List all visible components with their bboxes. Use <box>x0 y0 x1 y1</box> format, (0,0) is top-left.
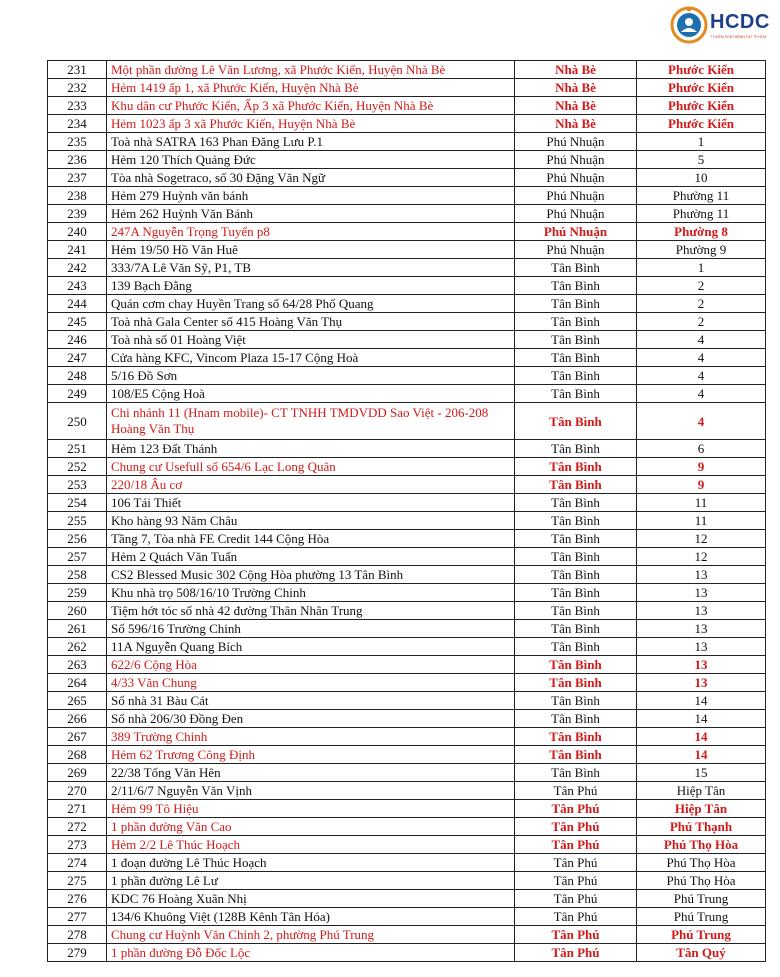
address-cell: Cửa hàng KFC, Vincom Plaza 15-17 Cộng Hoà <box>107 349 515 367</box>
row-number: 250 <box>48 403 107 440</box>
district-cell: Tân Bình <box>515 638 637 656</box>
address-cell: 1 đoạn đường Lê Thúc Hoạch <box>107 854 515 872</box>
row-number: 235 <box>48 133 107 151</box>
table-row <box>48 710 766 728</box>
table-row <box>48 926 766 944</box>
ward-cell: 13 <box>637 674 766 692</box>
address-cell: Chung cư Huỳnh Văn Chỉnh 2, phường Phú Trung <box>107 926 515 944</box>
row-number: 270 <box>48 782 107 800</box>
address-cell: Toà nhà số 01 Hoàng Việt <box>107 331 515 349</box>
table-row <box>48 854 766 872</box>
ward-cell: 11 <box>637 512 766 530</box>
ward-cell: 1 <box>637 133 766 151</box>
address-cell: Toà nhà SATRA 163 Phan Đăng Lưu P.1 <box>107 133 515 151</box>
table-row <box>48 530 766 548</box>
table-row <box>48 385 766 403</box>
hcdc-emblem-icon <box>670 5 708 45</box>
row-number: 266 <box>48 710 107 728</box>
table-row <box>48 440 766 458</box>
row-number: 255 <box>48 512 107 530</box>
district-cell: Tân Bình <box>515 566 637 584</box>
address-cell: 2/11/6/7 Nguyễn Văn Vịnh <box>107 782 515 800</box>
address-cell: 5/16 Đồ Sơn <box>107 367 515 385</box>
ward-cell: 12 <box>637 530 766 548</box>
district-cell: Tân Bình <box>515 764 637 782</box>
ward-cell: Phường 8 <box>637 223 766 241</box>
row-number: 269 <box>48 764 107 782</box>
row-number: 245 <box>48 313 107 331</box>
district-cell: Tân Bình <box>515 440 637 458</box>
row-number: 274 <box>48 854 107 872</box>
table-row <box>48 512 766 530</box>
address-cell: Tòa nhà Sogetraco, số 30 Đặng Văn Ngữ <box>107 169 515 187</box>
table-row <box>48 241 766 259</box>
table-row <box>48 476 766 494</box>
district-cell: Tân Bình <box>515 548 637 566</box>
address-cell: 333/7A Lê Văn Sỹ, P1, TB <box>107 259 515 277</box>
row-number: 257 <box>48 548 107 566</box>
table-row <box>48 115 766 133</box>
row-number: 241 <box>48 241 107 259</box>
ward-cell: 4 <box>637 403 766 440</box>
address-cell: 220/18 Âu cơ <box>107 476 515 494</box>
ward-cell: 13 <box>637 566 766 584</box>
row-number: 233 <box>48 97 107 115</box>
district-cell: Phú Nhuận <box>515 241 637 259</box>
ward-cell: Phước Kiển <box>637 115 766 133</box>
row-number: 272 <box>48 818 107 836</box>
district-cell: Tân Bình <box>515 403 637 440</box>
address-cell: 11A Nguyễn Quang Bích <box>107 638 515 656</box>
row-number: 268 <box>48 746 107 764</box>
row-number: 278 <box>48 926 107 944</box>
address-cell: 622/6 Cộng Hòa <box>107 656 515 674</box>
address-cell: Hẻm 123 Đất Thánh <box>107 440 515 458</box>
district-cell: Phú Nhuận <box>515 133 637 151</box>
row-number: 234 <box>48 115 107 133</box>
table-row <box>48 782 766 800</box>
row-number: 275 <box>48 872 107 890</box>
address-cell: Toà nhà Gala Center số 415 Hoàng Văn Thụ <box>107 313 515 331</box>
district-cell: Tân Bình <box>515 259 637 277</box>
row-number: 261 <box>48 620 107 638</box>
row-number: 264 <box>48 674 107 692</box>
district-cell: Tân Bình <box>515 277 637 295</box>
ward-cell: Hiệp Tân <box>637 800 766 818</box>
address-cell: Kho hàng 93 Năm Châu <box>107 512 515 530</box>
district-cell: Tân Bình <box>515 367 637 385</box>
row-number: 246 <box>48 331 107 349</box>
table-row <box>48 656 766 674</box>
table-row <box>48 764 766 782</box>
table-row <box>48 602 766 620</box>
district-cell: Tân Phú <box>515 782 637 800</box>
table-row <box>48 944 766 962</box>
district-cell: Tân Phú <box>515 908 637 926</box>
row-number: 251 <box>48 440 107 458</box>
district-cell: Tân Phú <box>515 944 637 962</box>
ward-cell: 12 <box>637 548 766 566</box>
district-cell: Tân Bình <box>515 674 637 692</box>
row-number: 259 <box>48 584 107 602</box>
ward-cell: 4 <box>637 349 766 367</box>
address-cell: 1 phần đường Lê Lư <box>107 872 515 890</box>
district-cell: Phú Nhuận <box>515 187 637 205</box>
address-cell: 108/E5 Cộng Hoà <box>107 385 515 403</box>
district-cell: Tân Phú <box>515 836 637 854</box>
district-cell: Tân Bình <box>515 602 637 620</box>
row-number: 231 <box>48 61 107 79</box>
district-cell: Nhà Bè <box>515 115 637 133</box>
district-cell: Nhà Bè <box>515 79 637 97</box>
location-table <box>47 60 766 962</box>
district-cell: Phú Nhuận <box>515 169 637 187</box>
row-number: 263 <box>48 656 107 674</box>
ward-cell: Phú Trung <box>637 926 766 944</box>
address-cell: Số nhà 206/30 Đồng Đen <box>107 710 515 728</box>
address-cell: Hẻm 62 Trương Công Định <box>107 746 515 764</box>
ward-cell: Phú Thạnh <box>637 818 766 836</box>
district-cell: Tân Bình <box>515 476 637 494</box>
district-cell: Tân Bình <box>515 530 637 548</box>
table-row <box>48 890 766 908</box>
district-cell: Tân Phú <box>515 854 637 872</box>
table-row <box>48 223 766 241</box>
table-row <box>48 620 766 638</box>
row-number: 239 <box>48 205 107 223</box>
table-row <box>48 566 766 584</box>
district-cell: Tân Phú <box>515 926 637 944</box>
address-cell: Chung cư Usefull số 654/6 Lạc Long Quân <box>107 458 515 476</box>
table-row <box>48 872 766 890</box>
ward-cell: 13 <box>637 620 766 638</box>
row-number: 258 <box>48 566 107 584</box>
district-cell: Tân Bình <box>515 331 637 349</box>
address-cell: Số 596/16 Trường Chinh <box>107 620 515 638</box>
address-cell: 247A Nguyễn Trọng Tuyển p8 <box>107 223 515 241</box>
table-row <box>48 187 766 205</box>
ward-cell: 4 <box>637 367 766 385</box>
address-cell: Tầng 7, Tòa nhà FE Credit 144 Cộng Hòa <box>107 530 515 548</box>
district-cell: Tân Phú <box>515 872 637 890</box>
district-cell: Nhà Bè <box>515 97 637 115</box>
address-cell: KDC 76 Hoàng Xuân Nhị <box>107 890 515 908</box>
table-row <box>48 746 766 764</box>
table-row <box>48 367 766 385</box>
row-number: 254 <box>48 494 107 512</box>
address-cell: Tiệm hớt tóc số nhà 42 đường Thân Nhân Trung <box>107 602 515 620</box>
table-row <box>48 331 766 349</box>
table-row <box>48 313 766 331</box>
ward-cell: 11 <box>637 494 766 512</box>
row-number: 279 <box>48 944 107 962</box>
district-cell: Tân Bình <box>515 313 637 331</box>
address-cell: 389 Trường Chinh <box>107 728 515 746</box>
ward-cell: 9 <box>637 476 766 494</box>
district-cell: Tân Phú <box>515 890 637 908</box>
ward-cell: Phước Kiển <box>637 97 766 115</box>
row-number: 243 <box>48 277 107 295</box>
ward-cell: Phú Trung <box>637 890 766 908</box>
table-row <box>48 61 766 79</box>
table-row <box>48 728 766 746</box>
district-cell: Tân Bình <box>515 494 637 512</box>
table-row <box>48 97 766 115</box>
row-number: 262 <box>48 638 107 656</box>
address-cell: 22/38 Tống Văn Hên <box>107 764 515 782</box>
table-row <box>48 692 766 710</box>
ward-cell: Phường 9 <box>637 241 766 259</box>
table-row <box>48 674 766 692</box>
table-row <box>48 133 766 151</box>
row-number: 265 <box>48 692 107 710</box>
row-number: 249 <box>48 385 107 403</box>
ward-cell: 13 <box>637 656 766 674</box>
address-cell: 1 phần đường Đỗ Đốc Lộc <box>107 944 515 962</box>
ward-cell: 2 <box>637 295 766 313</box>
row-number: 267 <box>48 728 107 746</box>
address-cell: Khu dân cư Phước Kiển, Ấp 3 xã Phước Kiển, Huyện Nhà Bè <box>107 97 515 115</box>
row-number: 244 <box>48 295 107 313</box>
district-cell: Tân Bình <box>515 728 637 746</box>
ward-cell: 6 <box>637 440 766 458</box>
table-row <box>48 584 766 602</box>
row-number: 271 <box>48 800 107 818</box>
ward-cell: 1 <box>637 259 766 277</box>
district-cell: Tân Bình <box>515 620 637 638</box>
table-row <box>48 800 766 818</box>
table-row <box>48 403 766 440</box>
ward-cell: 15 <box>637 764 766 782</box>
ward-cell: Phước Kiển <box>637 61 766 79</box>
row-number: 252 <box>48 458 107 476</box>
district-cell: Phú Nhuận <box>515 205 637 223</box>
address-cell: Hẻm 2 Quách Văn Tuấn <box>107 548 515 566</box>
row-number: 273 <box>48 836 107 854</box>
ward-cell: 13 <box>637 602 766 620</box>
address-cell: 139 Bạch Đằng <box>107 277 515 295</box>
address-cell: Hẻm 279 Huỳnh văn bánh <box>107 187 515 205</box>
logo-subtitle: TT KIỂM SOÁT BỆNH TẬT TP.HCM <box>710 35 767 39</box>
ward-cell: 4 <box>637 385 766 403</box>
address-cell: Quán cơm chay Huyền Trang số 64/28 Phổ Quang <box>107 295 515 313</box>
ward-cell: Phú Trung <box>637 908 766 926</box>
address-cell: 1 phần đường Văn Cao <box>107 818 515 836</box>
district-cell: Tân Bình <box>515 656 637 674</box>
logo-wordmark: HCDC <box>710 11 770 33</box>
address-cell: Một phần đường Lê Văn Lương, xã Phước Kiển, Huyện Nhà Bè <box>107 61 515 79</box>
table-row <box>48 169 766 187</box>
district-cell: Tân Bình <box>515 512 637 530</box>
ward-cell: 14 <box>637 728 766 746</box>
ward-cell: 10 <box>637 169 766 187</box>
district-cell: Tân Bình <box>515 584 637 602</box>
ward-cell: Phường 11 <box>637 205 766 223</box>
ward-cell: 2 <box>637 277 766 295</box>
district-cell: Tân Phú <box>515 818 637 836</box>
district-cell: Tân Bình <box>515 692 637 710</box>
district-cell: Tân Bình <box>515 295 637 313</box>
address-cell: Hẻm 120 Thích Quảng Đức <box>107 151 515 169</box>
ward-cell: 13 <box>637 584 766 602</box>
address-cell: Hẻm 1419 ấp 1, xã Phước Kiển, Huyện Nhà Bè <box>107 79 515 97</box>
table-row <box>48 638 766 656</box>
row-number: 247 <box>48 349 107 367</box>
address-cell: Hẻm 2/2 Lê Thúc Hoạch <box>107 836 515 854</box>
table-row <box>48 205 766 223</box>
ward-cell: 2 <box>637 313 766 331</box>
ward-cell: 14 <box>637 692 766 710</box>
hcdc-logo <box>668 3 780 47</box>
ward-cell: Tân Quý <box>637 944 766 962</box>
table-row <box>48 295 766 313</box>
row-number: 277 <box>48 908 107 926</box>
address-cell: Hẻm 19/50 Hồ Văn Huê <box>107 241 515 259</box>
address-cell: Số nhà 31 Bàu Cát <box>107 692 515 710</box>
table-row <box>48 836 766 854</box>
district-cell: Tân Bình <box>515 746 637 764</box>
row-number: 253 <box>48 476 107 494</box>
address-cell: 106 Tái Thiết <box>107 494 515 512</box>
ward-cell: 13 <box>637 638 766 656</box>
district-cell: Phú Nhuận <box>515 223 637 241</box>
row-number: 238 <box>48 187 107 205</box>
ward-cell: 9 <box>637 458 766 476</box>
ward-cell: Phường 11 <box>637 187 766 205</box>
row-number: 240 <box>48 223 107 241</box>
ward-cell: Phú Thọ Hòa <box>637 836 766 854</box>
ward-cell: Hiệp Tân <box>637 782 766 800</box>
table-row <box>48 908 766 926</box>
district-cell: Tân Bình <box>515 710 637 728</box>
address-cell: 134/6 Khuông Việt (128B Kênh Tân Hóa) <box>107 908 515 926</box>
district-cell: Tân Bình <box>515 385 637 403</box>
row-number: 232 <box>48 79 107 97</box>
row-number: 237 <box>48 169 107 187</box>
address-cell: Chi nhánh 11 (Hnam mobile)- CT TNHH TMDVDD Sao Việt - 206-208 Hoàng Văn Thụ <box>107 403 515 440</box>
table-row <box>48 458 766 476</box>
row-number: 242 <box>48 259 107 277</box>
district-cell: Tân Bình <box>515 349 637 367</box>
table-row <box>48 79 766 97</box>
row-number: 236 <box>48 151 107 169</box>
ward-cell: Phước Kiển <box>637 79 766 97</box>
row-number: 256 <box>48 530 107 548</box>
table-row <box>48 151 766 169</box>
ward-cell: 14 <box>637 710 766 728</box>
ward-cell: Phú Thọ Hòa <box>637 872 766 890</box>
table-row <box>48 818 766 836</box>
table-row <box>48 277 766 295</box>
table-row <box>48 259 766 277</box>
address-cell: CS2 Blessed Music 302 Cộng Hòa phường 13 Tân Bình <box>107 566 515 584</box>
ward-cell: Phú Thọ Hòa <box>637 854 766 872</box>
row-number: 276 <box>48 890 107 908</box>
ward-cell: 4 <box>637 331 766 349</box>
row-number: 260 <box>48 602 107 620</box>
district-cell: Nhà Bè <box>515 61 637 79</box>
ward-cell: 14 <box>637 746 766 764</box>
address-cell: Hẻm 99 Tô Hiệu <box>107 800 515 818</box>
address-cell: Hẻm 1023 ấp 3 xã Phước Kiển, Huyện Nhà Bè <box>107 115 515 133</box>
table-row <box>48 494 766 512</box>
address-cell: Khu nhà trọ 508/16/10 Trường Chinh <box>107 584 515 602</box>
table-row <box>48 548 766 566</box>
table-row <box>48 349 766 367</box>
location-table-body <box>48 61 766 962</box>
address-cell: 4/33 Văn Chung <box>107 674 515 692</box>
district-cell: Phú Nhuận <box>515 151 637 169</box>
row-number: 248 <box>48 367 107 385</box>
ward-cell: 5 <box>637 151 766 169</box>
address-cell: Hẻm 262 Huỳnh Văn Bánh <box>107 205 515 223</box>
district-cell: Tân Bình <box>515 458 637 476</box>
district-cell: Tân Phú <box>515 800 637 818</box>
